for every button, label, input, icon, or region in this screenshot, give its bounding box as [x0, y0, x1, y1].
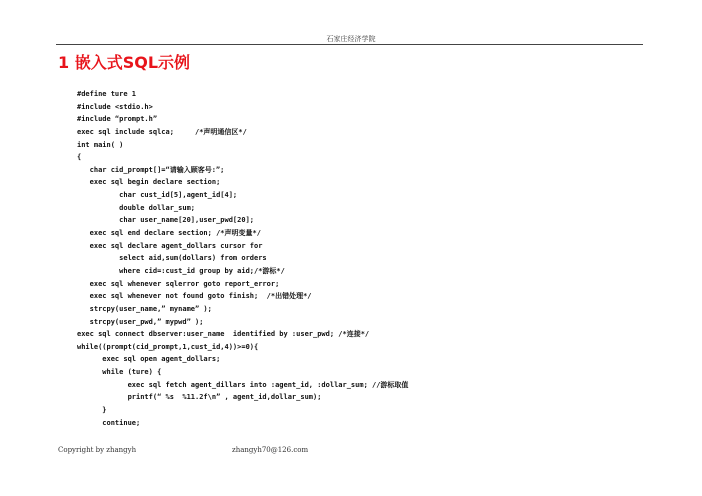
code-line: exec sql declare agent_dollars cursor for: [77, 241, 263, 250]
code-line: int main( ): [77, 140, 124, 149]
code-line: char cust_id[5],agent_id[4];: [77, 191, 238, 200]
code-line: exec sql connect dbserver:user_name identified by :user_pwd; /*连接*/: [77, 330, 370, 339]
page-footer: [58, 446, 309, 454]
code-line: exec sql whenever not found goto finish; /*出错处理*/: [77, 292, 312, 301]
code-line: continue;: [77, 418, 141, 427]
code-line: {: [77, 153, 82, 162]
section-title: 1 嵌入式SQL示例: [58, 53, 191, 72]
code-line: exec sql open agent_dollars;: [77, 355, 221, 364]
code-line: #define ture 1: [77, 90, 137, 98]
code-listing: [77, 88, 408, 429]
code-line: while((prompt(cid_prompt,1,cust_id,4))>=0){: [77, 342, 259, 351]
code-line: #include “prompt.h”: [77, 115, 158, 124]
code-line: where cid=:cust_id group by aid;/*游标*/: [77, 266, 285, 275]
page-header: 石家庄经济学院: [326, 35, 376, 43]
code-line: printf(“ %s %11.2f\n” , agent_id,dollar_sum);: [77, 393, 322, 402]
code-line: exec sql fetch agent_dillars into :agent_id, :dollar_sum; //游标取值: [77, 380, 409, 389]
code-line: select aid,sum(dollars) from orders: [77, 254, 267, 263]
code-line: exec sql begin declare section;: [77, 178, 221, 187]
code-line: exec sql whenever sqlerror goto report_error;: [77, 279, 280, 288]
header-divider: [56, 44, 643, 45]
code-line: exec sql include sqlca; /*声明通信区*/: [77, 127, 247, 136]
code-line: double dollar_sum;: [77, 203, 196, 212]
code-line: strcpy(user_pwd,” mypwd” );: [77, 317, 204, 326]
code-line: char cid_prompt[]=“请输入顾客号:”;: [77, 165, 225, 174]
footer-email: zhangyh70@126.com: [232, 446, 309, 454]
code-line: }: [77, 406, 107, 415]
code-line: while (ture) {: [77, 368, 162, 377]
code-line: char user_name[20],user_pwd[20];: [77, 216, 255, 225]
code-line: strcpy(user_name,” myname” );: [77, 304, 212, 313]
code-line: #include <stdio.h>: [77, 102, 153, 111]
code-line: exec sql end declare section; /*声明变量*/: [77, 229, 261, 238]
footer-copyright: Copyright by zhangyh: [58, 446, 137, 454]
